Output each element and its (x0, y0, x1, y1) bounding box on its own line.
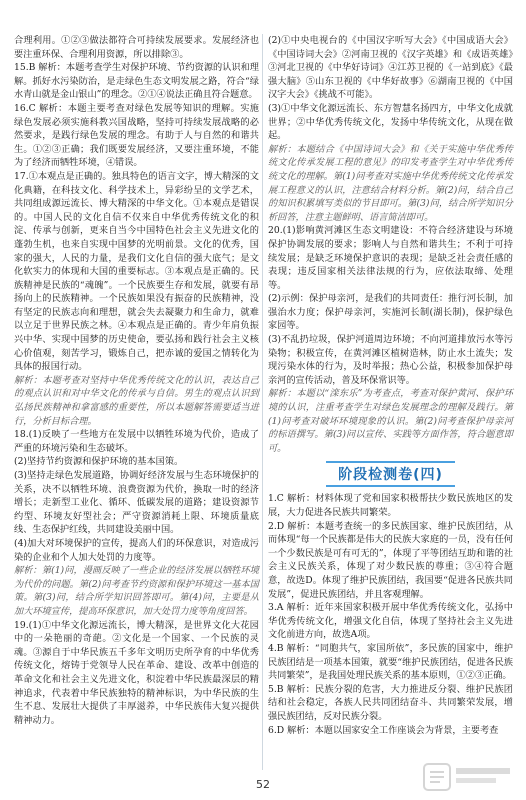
answer-15: 15.B 解析：本题考查学生对保护环境、节约资源的认识和理解。抓好水污染防治，是走绿色生态文明发展之路，符合“绿水青山就是金山银山”的理念。②①④说法正确且符合题意。 (14, 62, 259, 101)
paragraph: 合理利用。①②③做法都符合可持续发展要求。发展经济也要注重环保、合理利用资源，所以排除③。 (14, 35, 259, 60)
answer-stage-6: 6.D 解析：本题以国家安全工作座谈会为背景，主要考查 (268, 724, 499, 736)
analysis-17: 解析：本题考查对坚持中华优秀传统文化的认识，表达自己的观点认识和对中华文化的传承与自信。男生的观点认识到弘扬民族精神和拿富感的重要性，所以本题解答需要适当进行，分析目标合理。 (14, 374, 259, 427)
analysis-20: 解析：本题以“滦东乐”为考查点，考查对保护黄河、保护环境的认识，注重考查学生对绿色发展理念的理解及践行。第(1)问考查对破坏环境现象的认识。第(2)问考查保护母亲河的标语撰写。第(3)问以宣传、实践等方面作答，符合题意即可。 (268, 388, 513, 454)
analysis-19: 解析：本题结合《中国诗词大会》和《关于实施中华优秀传统文化传承发展工程的意见》的印发考查学生对中华优秀传统文化的理解。第(1)问考查对实施中华优秀传统文化传承发展工程意义的认识，注意结合材料分析。第(2)问，结合自己的知识积累填写类似的节目即可。第(3)问，结合所学知识分析回答，注意主题鲜明、语言简洁即可。 (268, 143, 513, 223)
answer-stage-2: 2.D 解析：本题考查统一的多民族国家、维护民族团结，从而体现“每一个民族都是伟大的民族大家庭的一员，没有任何一个少数民族是可有可无的”，体现了平等团结互助和谐的社会主义民族关系，体现了对少数民族的尊重；③④符合题意，故选D。体现了维护民族团结，我国要“促进各民族共同发展”，促进民族团结，并且客观理解。 (268, 520, 513, 600)
answer-19-2: (2)①中央电视台的《中国汉字听写大会》《中国成语大会》《中国诗词大会》②河南卫视的《汉字英雄》和《成语英雄》③河北卫视的《中华好诗词》④江苏卫视的《一站到底》《最强大脑》⑤山东卫视的《中华好故事》⑥湖南卫视的《中国汉字大会》《挑战不可能》。 (268, 35, 513, 101)
answer-19-1: 19.(1)①中华文化源远流长，博大精深，是世界文化大花园中的一朵艳丽的奇葩。②文化是一个国家、一个民族的灵魂。③源自于中华民族五千多年文明历史所孕育的中华优秀传统文化，熔铸于党领导人民在革命、建设、改革中创造的革命文化和社会主义先进文化，积淀着中华民族最深层的精神追求，代表着中华民族独特的精神标识，为中华民族的生生不息、发展壮大提供了丰厚滋养，中华民族伟大复兴提供精神动力。 (14, 619, 259, 726)
answer-20-2: (2)示例：保护母亲河，是我们的共同责任：推行河长制，加强治水力度；保护母亲河，实施河长制(湖长制)，保护绿色家园等。 (268, 293, 513, 332)
right-column (268, 34, 513, 737)
answer-16: 16.C 解析：本题主要考查对绿色发展等知识的理解。实施绿色发展必须实施科教兴国战略，坚持可持续发展战略的必然要求，是践行绿色发展的理念。有助于人与自然的和谐共生。①②③正确；我们既要发展经济，又要注重环境，不能为了经济而牺牲环境，④错误。 (14, 102, 259, 169)
answer-stage-5: 5.B 解析：民族分裂的危害，大力推进反分裂、维护民族团结和社会稳定，各族人民共同团结奋斗、共同繁荣发展，增强民族团结，反对民族分裂。 (268, 683, 513, 722)
answer-stage-4: 4.B 解析：“同胞共气，家国所依”，多民族的国家中，维护民族团结是一项基本国策，就要“维护民族团结，促进各民族共同繁荣”，是我国处理民族关系的基本原则，①②③正确。 (268, 642, 513, 682)
answer-stage-1: 1.C 解析：材料体现了党和国家积极帮扶少数民族地区的发展，大力促进各民族共同繁荣。 (268, 493, 513, 518)
answer-18-3: (3)坚持走绿色发展道路，协调好经济发展与生态环境保护的关系，决不以牺牲环境、浪费资源为代价，换取一时的经济增长；走新型工业化、循环、低碳发展的道路；建设资源节约型、环境友好型社会；严守资源消耗上限、环境质量底线、生态保护红线，共同建设美丽中国。 (14, 470, 259, 536)
answer-stage-3: 3.A 解析：近年来国家积极开展中华优秀传统文化，弘扬中华优秀传统文化，增强文化自信，体现了坚持社会主义先进文化前进方向，故选A项。 (268, 602, 513, 641)
analysis-18: 解析：第(1)问，漫画反映了一些企业的经济发展以牺牲环境为代价的问题。第(2)问考查节约资源和保护环境这一基本国策。第(3)问，结合所学知识回答即可。第(4)问，主要是从加大环境宣传，提高环保意识，加大处罚力度等角度回答。 (14, 565, 259, 617)
section-title-text: 阶段检测卷(四) (326, 461, 455, 487)
answer-20-1: 20.(1)影响黄河滩区生态文明建设：不符合经济建设与环境保护协调发展的要求；影响人与自然和谐共生；不利于可持续发展；是缺乏环境保护意识的表现；是缺乏社会责任感的表现；违反国家相关法律法规的行为，应依法取缔、处理等。 (268, 225, 513, 291)
answer-18-1: 18.(1)反映了一些地方在发展中以牺牲环境为代价，造成了严重的环境污染和生态破坏。 (14, 429, 259, 454)
left-column (14, 34, 259, 727)
answer-18-4: (4)加大对环境保护的宣传，提高人们的环保意识，对造成污染的企业和个人加大处罚的力度等。 (14, 537, 259, 563)
answer-20-3: (3)不乱扔垃圾，保护河道周边环境；不向河道排放污水等污染物；积极宣传，在黄河滩区植树造林，防止水土流失；发现污染水体的行为，及时举报；热心公益，积极参加保护母亲河的宣传活动，普及环保常识等。 (268, 334, 513, 386)
answer-19-3: (3)①中华文化源远流长、东方智慧名扬四方，中华文化成就世界；②中华优秀传统文化，发扬中华传统文化，从现在做起。 (268, 102, 513, 142)
answer-17: 17.①本观点是正确的。独具特色的语言文字，博大精深的文化典籍，在科技文化、科学技术上，异彩纷呈的文学艺术，共同组成源远流长、博大精深的中华文化。①本观点是错误的。中国人民的文化自信不仅来自中华优秀传统文化的积淀、传承与创新，更来自当今中国特色社会主义先进文化的蓬勃生机，也来自实现中国梦的光明前景。文化的优秀，国家的强大，人民的力量，是我们文化自信的强大底气；是文化软实力的体现和大国的重要标志。③本观点是正确的。民族精神是民族的“魂魄”。一个民族要生存和发展，就要有昂扬向上的民族精神。一个民族如果没有振奋的民族精神，没有坚定的民族志向和理想，就会失去凝聚力和生命力，就难以立足于世界民族之林。④本观点是正确的。青少年肩负振兴中华、实现中国梦的历史使命，要弘扬和践行社会主义核心价值观，刻苦学习，锻炼自己，把赤诚的爱国之情转化为具体的报国行动。 (14, 170, 259, 373)
page-number: 52 (256, 778, 270, 791)
column-divider (262, 34, 263, 770)
section-title (268, 461, 513, 487)
answer-18-2: (2)坚持节约资源和保护环境的基本国策。 (14, 456, 184, 468)
watermark-logo-icon (422, 760, 514, 794)
